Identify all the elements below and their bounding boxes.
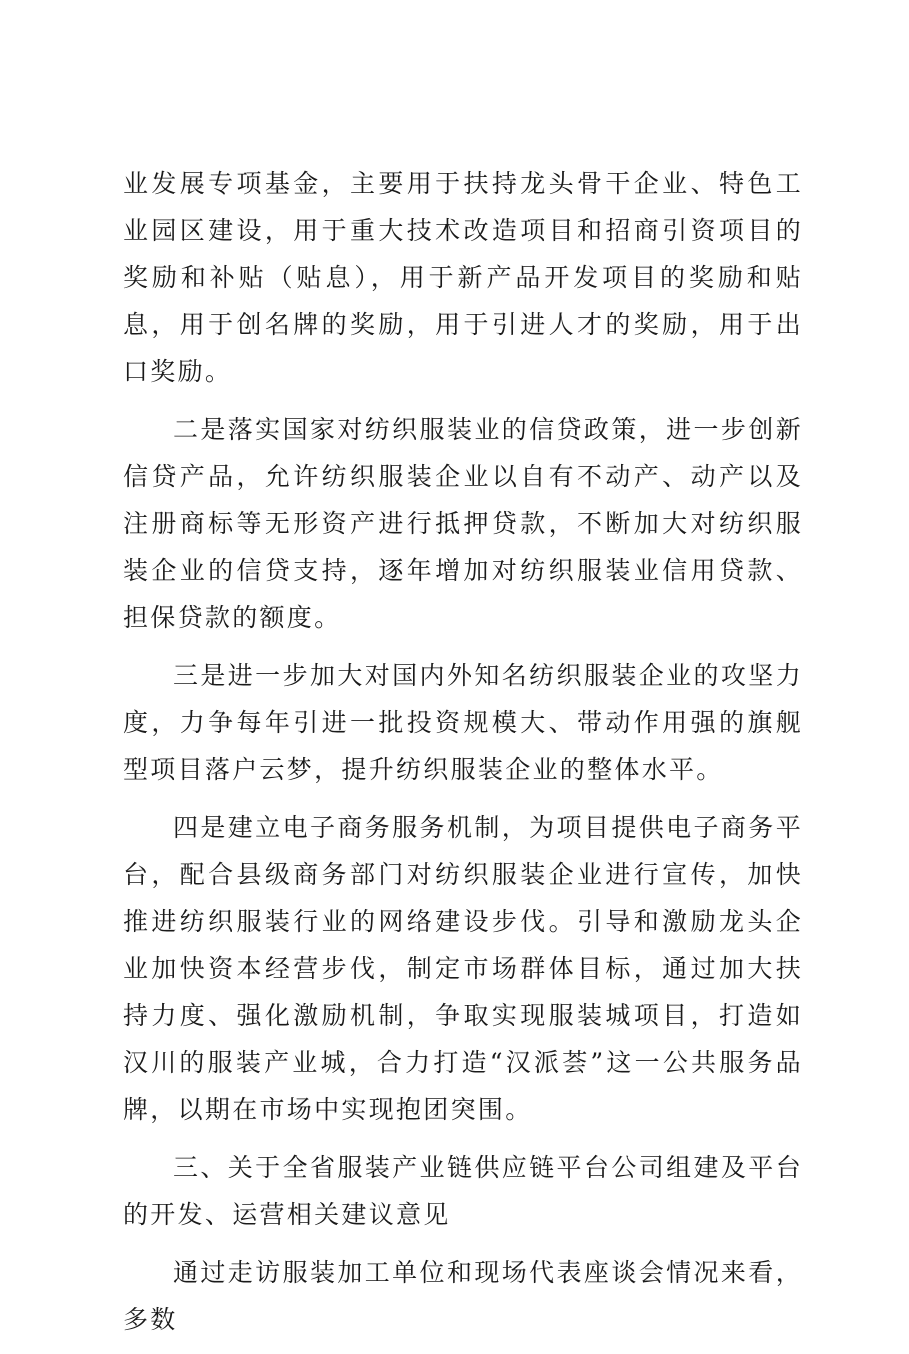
paragraph-continuation: 业发展专项基金，主要用于扶持龙头骨干企业、特色工业园区建设，用于重大技术改造项目和招商引资项目的奖励和补贴（贴息），用于新产品开发项目的奖励和贴息，用于创名牌的奖励，用于引进人才的奖励，用于出口奖励。 <box>123 169 803 386</box>
document-body <box>123 160 803 1354</box>
paragraph-credit-policy: 二是落实国家对纺织服装业的信贷政策，进一步创新信贷产品，允许纺织服装企业以自有不动产、动产以及注册商标等无形资产进行抵押贷款，不断加大对纺织服装企业的信贷支持，逐年增加对纺织服装业信用贷款、担保贷款的额度。 <box>123 415 803 632</box>
section-heading-platform: 三、关于全省服装产业链供应链平台公司组建及平台的开发、运营相关建议意见 <box>123 1153 803 1229</box>
paragraph-survey: 通过走访服装加工单位和现场代表座谈会情况来看，多数 <box>123 1258 803 1334</box>
paragraph-ecommerce: 四是建立电子商务服务机制，为项目提供电子商务平台，配合县级商务部门对纺织服装企业进行宣传，加快推进纺织服装行业的网络建设步伐。引导和激励龙头企业加快资本经营步伐，制定市场群体目标，通过加大扶持力度、强化激励机制，争取实现服装城项目，打造如汉川的服装产业城，合力打造“汉派荟”这一公共服务品牌，以期在市场中实现抱团突围。 <box>123 813 803 1124</box>
paragraph-investment: 三是进一步加大对国内外知名纺织服装企业的攻坚力度，力争每年引进一批投资规模大、带动作用强的旗舰型项目落户云梦，提升纺织服装企业的整体水平。 <box>123 661 803 784</box>
